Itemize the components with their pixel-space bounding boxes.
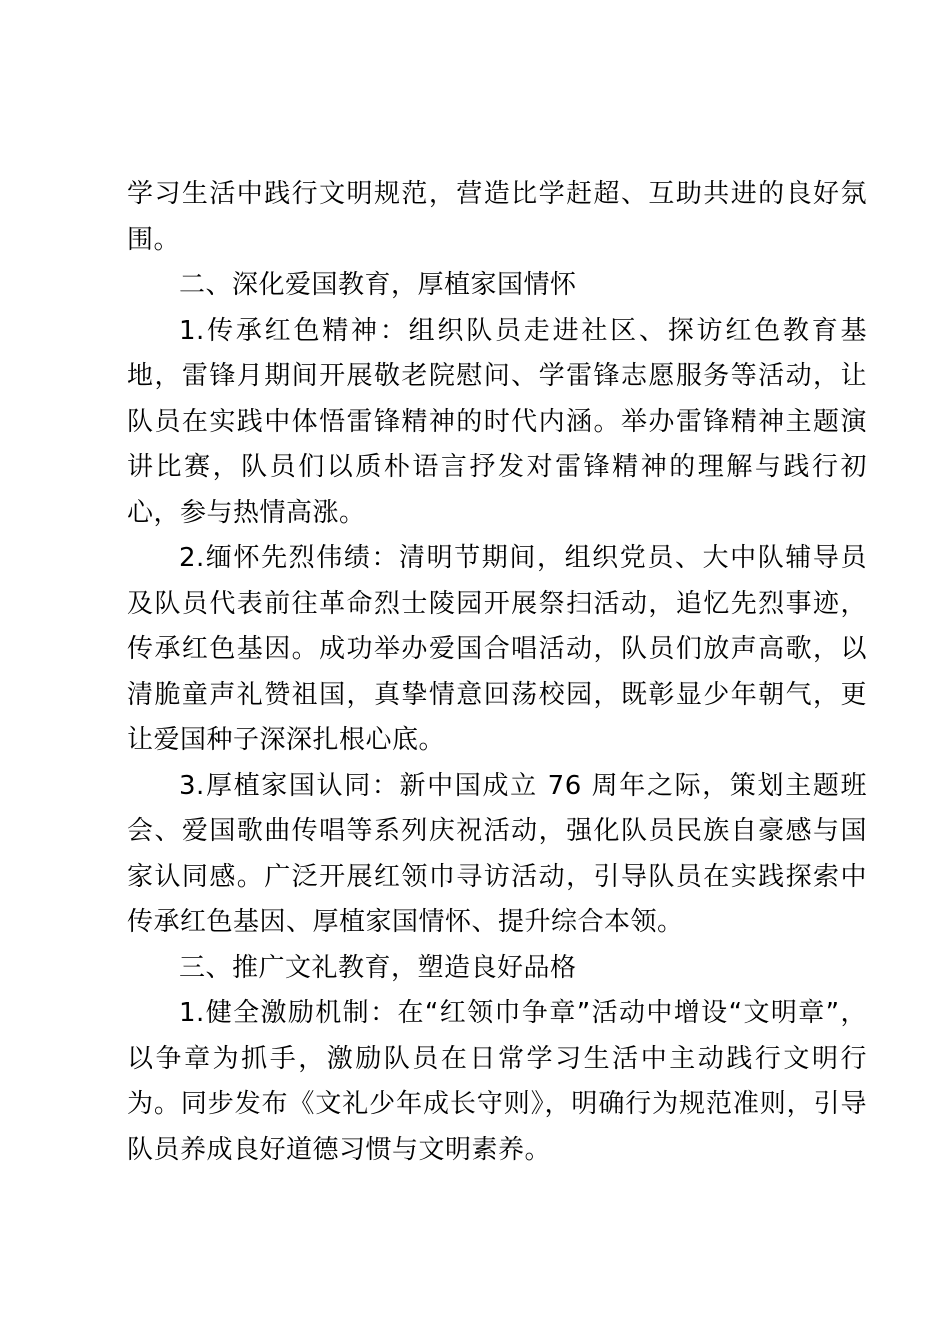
paragraph-martyrs: 2.缅怀先烈伟绩：清明节期间，组织党员、大中队辅导员及队员代表前往革命烈士陵园开展祭扫活动，追忆先烈事迹，传承红色基因。成功举办爱国合唱活动，队员们放声高歌，以清脆童声礼赞祖国，真挚情意回荡校园，既彰显少年朝气，更让爱国种子深深扎根心底。 (127, 543, 867, 755)
paragraph-incentive: 1.健全激励机制：在“红领巾争章”活动中增设“文明章”，以争章为抓手，激励队员在日常学习生活中主动践行文明行为。同步发布《文礼少年成长守则》，明确行为规范准则，引导队员养成良好道德习惯与文明素养。 (127, 998, 867, 1165)
section-heading-2: 二、深化爱国教育，厚植家国情怀 (179, 270, 577, 300)
paragraph-red-spirit: 1.传承红色精神：组织队员走进社区、探访红色教育基地，雷锋月期间开展敬老院慰问、学雷锋志愿服务等活动，让队员在实践中体悟雷锋精神的时代内涵。举办雷锋精神主题演讲比赛，队员们以质朴语言抒发对雷锋精神的理解与践行初心，参与热情高涨。 (127, 315, 867, 528)
document-body (127, 172, 867, 1173)
continued-paragraph: 学习生活中践行文明规范，营造比学赶超、互助共进的良好氛围。 (127, 179, 867, 255)
section-heading-3: 三、推广文礼教育，塑造良好品格 (179, 952, 577, 983)
paragraph-national-identity: 3.厚植家国认同：新中国成立 76 周年之际，策划主题班会、爱国歌曲传唱等系列庆祝活动，强化队员民族自豪感与国家认同感。广泛开展红领巾寻访活动，引导队员在实践探索中传承红色基因、厚植家国情怀、提升综合本领。 (127, 770, 867, 937)
